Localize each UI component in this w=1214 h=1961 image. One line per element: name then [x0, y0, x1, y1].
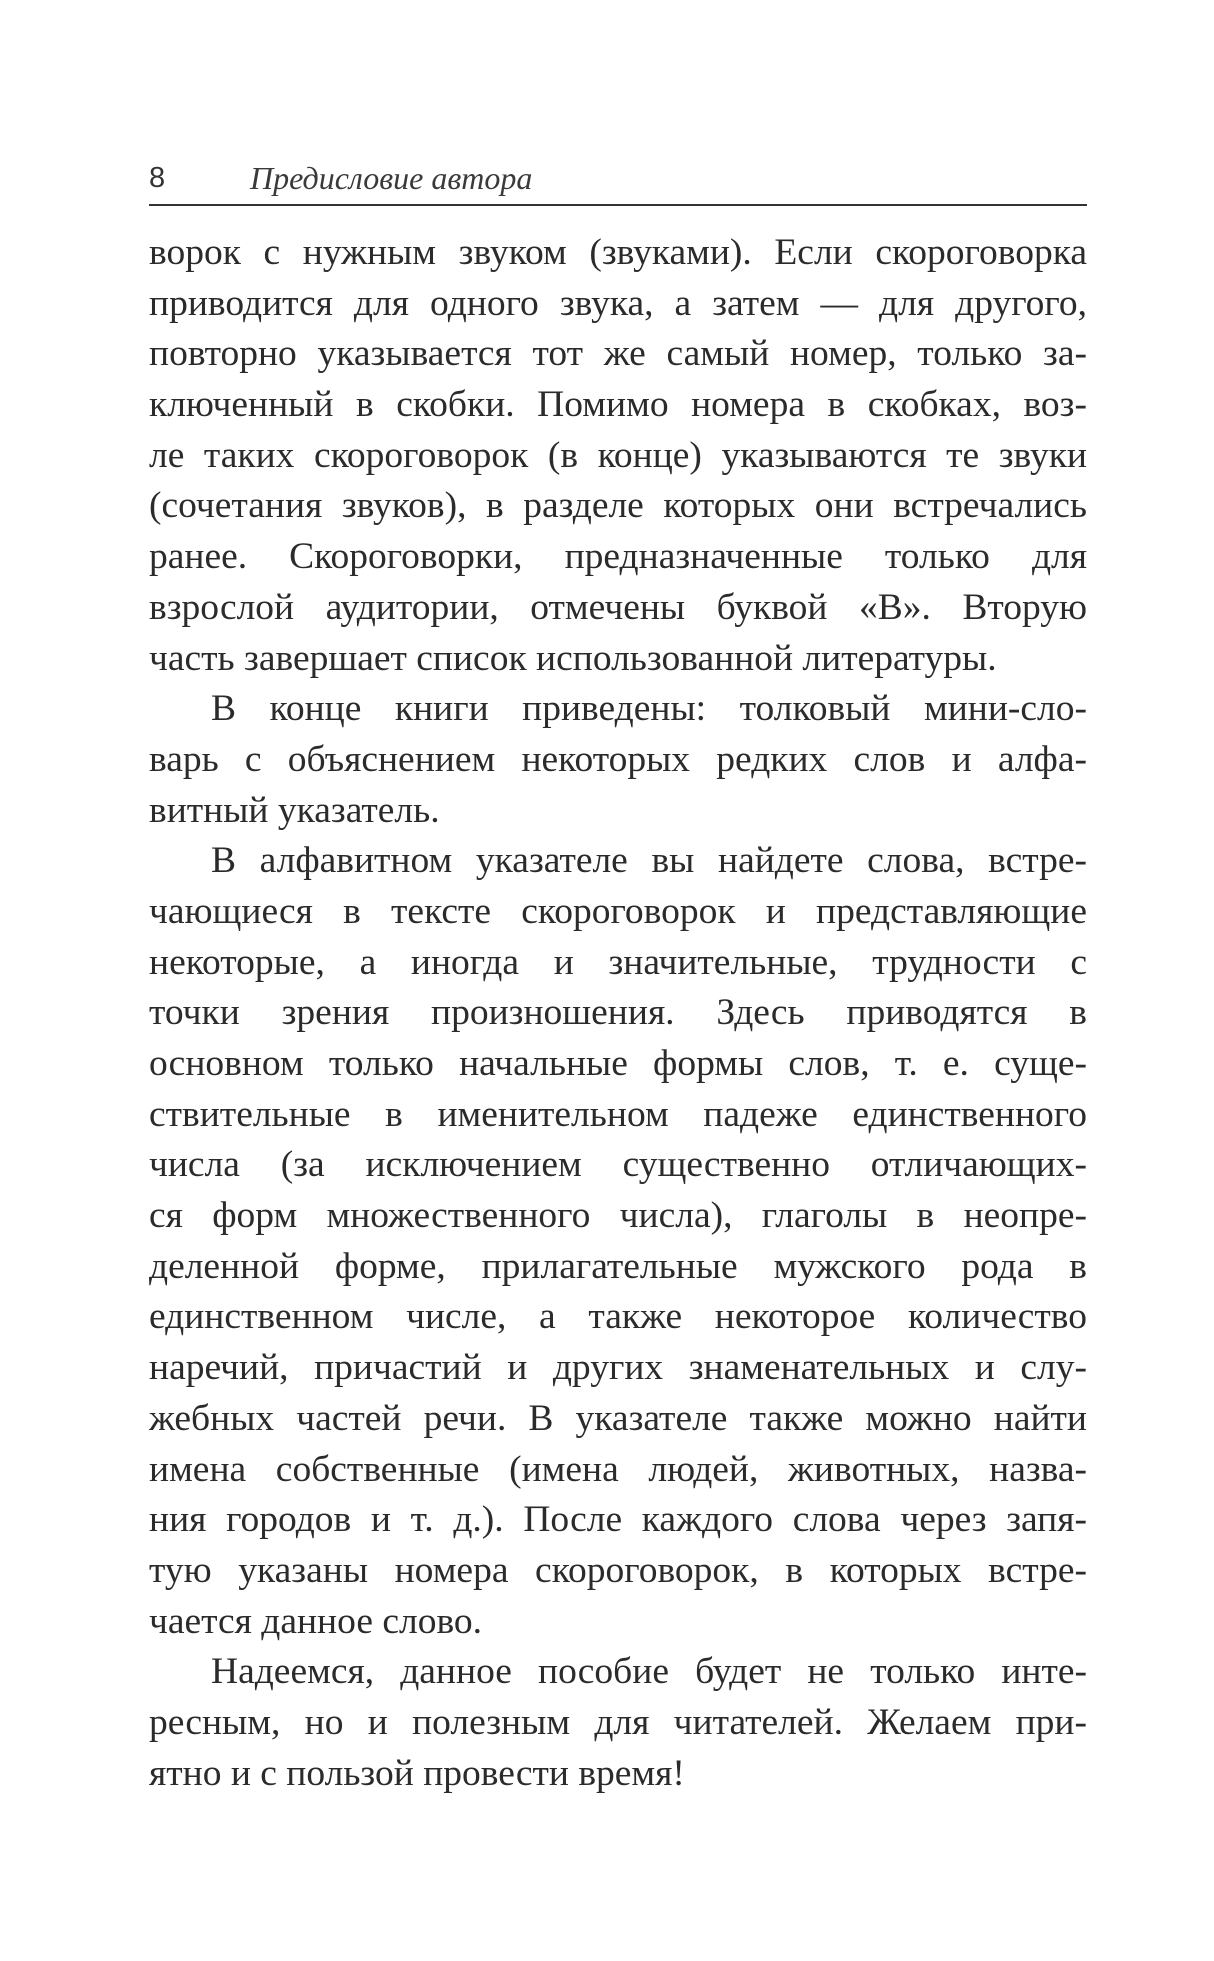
text-line: В конце книги приведены: толковый мини-сло- [211, 688, 1087, 730]
text-line: часть завершает список использованной литературы. [149, 637, 997, 679]
text-line: ключенный в скобки. Помимо номера в скобках, воз- [149, 384, 1087, 426]
body-text [149, 228, 1087, 1799]
text-line: витный указатель. [149, 789, 440, 831]
text-line: деленной форме, прилагательные мужского рода в [149, 1245, 1087, 1287]
text-line: некоторые, а иногда и значительные, трудности с [149, 941, 1087, 983]
section-title: Предисловие автора [250, 160, 533, 196]
text-line: ресным, но и полезным для читателей. Желаем при- [149, 1701, 1087, 1743]
text-line: имена собственные (имена людей, животных, назва- [149, 1448, 1087, 1490]
text-line: (сочетания звуков), в разделе которых они встречались [149, 485, 1087, 527]
text-line: ятно и с пользой провести время! [149, 1752, 685, 1794]
running-header [149, 160, 1087, 206]
text-line: ле таких скороговорок (в конце) указываются те звуки [149, 434, 1087, 476]
text-line: Надеемся, данное пособие будет не только инте- [211, 1651, 1087, 1693]
text-line: чающиеся в тексте скороговорок и представляющие [149, 890, 1087, 932]
text-line: единственном числе, а также некоторое количество [149, 1296, 1087, 1338]
text-line: В алфавитном указателе вы найдете слова, встре- [211, 840, 1087, 882]
text-line: приводится для одного звука, а затем — для другого, [149, 282, 1087, 324]
text-line: основном только начальные формы слов, т. е. суще- [149, 1043, 1087, 1084]
text-line: ния городов и т. д.). После каждого слова через запя- [149, 1499, 1087, 1541]
text-line: точки зрения произношения. Здесь приводятся в [149, 992, 1087, 1034]
text-line: чается данное слово. [149, 1600, 483, 1642]
text-line: ранее. Скороговорки, предназначенные только для [149, 536, 1087, 578]
page-number: 8 [149, 162, 166, 194]
text-line: ся форм множественного числа), глаголы в неопре- [149, 1195, 1087, 1237]
text-line: ворок с нужным звуком (звуками). Если скороговорка [149, 232, 1087, 273]
text-line: тую указаны номера скороговорок, в которых встре- [149, 1549, 1087, 1591]
text-line: повторно указывается тот же самый номер, только за- [149, 333, 1087, 375]
text-line: наречий, причастий и других знаменательных и слу- [149, 1347, 1087, 1389]
text-line: числа (за исключением существенно отличающих- [149, 1144, 1087, 1186]
text-line: ствительные в именительном падеже единственного [149, 1093, 1087, 1135]
text-line: жебных частей речи. В указателе также можно найти [149, 1397, 1087, 1439]
text-line: варь с объяснением некоторых редких слов и алфа- [149, 738, 1087, 780]
text-line: взрослой аудитории, отмечены буквой «В». Вторую [149, 586, 1087, 628]
